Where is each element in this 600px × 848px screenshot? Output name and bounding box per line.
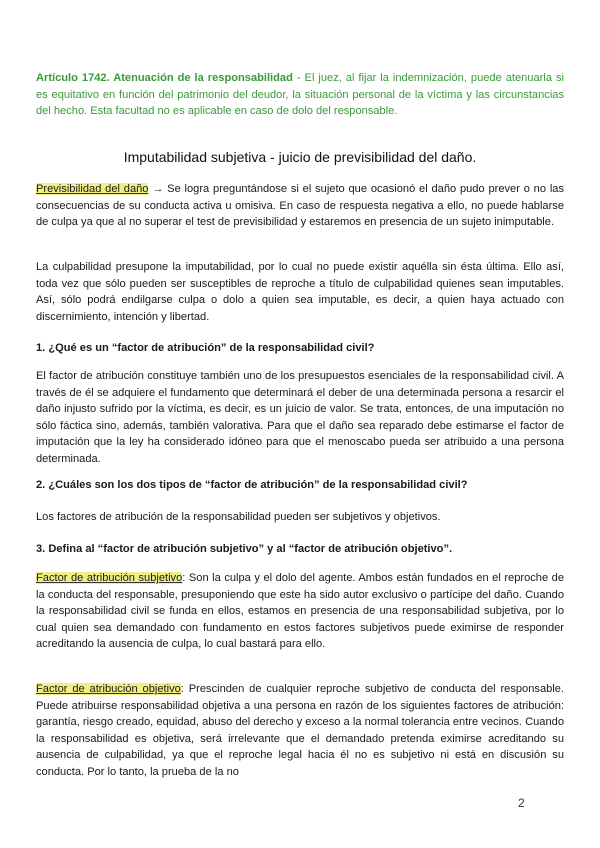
answer-1: El factor de atribución constituye también uno de los presupuestos esenciales de la responsabilidad civil. A través de él se adquiere el fundamento que determinará el deber de una determinada persona a resarcir el daño injusto sufrido por la víctima, es decir, es un juicio de valor. Se trata, entonces, de una imputación no sólo fáctica sino, además, también valorativa. Para que el daño sea reparado debe estimarse el factor de imputación que la ley ha considerado idóneo para que el menoscabo pueda ser atribuido a una persona determinada. bbox=[36, 370, 564, 465]
paragraph-factor-subjetivo bbox=[36, 570, 564, 653]
article-body: - El juez, al fijar la indemnización, puede atenuarla si es equitativo en función del patrimonio del deudor, la situación personal de la víctima y las circunstancias del hecho. Esta facultad no es aplicable en caso de dolo del responsable. bbox=[36, 72, 564, 118]
question-2: 2. ¿Cuáles son los dos tipos de “factor de atribución” de la responsabilidad civil? bbox=[36, 479, 468, 491]
paragraph-culpabilidad: La culpabilidad presupone la imputabilidad, por lo cual no puede existir aquélla sin ésta última. Ello así, toda vez que sólo pueden ser susceptibles de reproche a título de culpabilidad quienes sean imputables. Así, sólo podrá endilgarse culpa o dolo a quien sea imputable, es decir, a quien haya actuado con discernimiento, intención y libertad. bbox=[36, 261, 564, 323]
question-3: 3. Defina al “factor de atribución subjetivo” y al “factor de atribución objetivo”. bbox=[36, 543, 453, 555]
paragraph-text: : Son la culpa y el dolo del agente. Ambos están fundados en el reproche de la conducta del responsable, presuponiendo que este ha sido autor exclusivo o partícipe del daño. Cuando la responsabilidad civil se funda en ellos, estamos en presencia de una responsabilidad subjetiva, por lo cual quien sea demandado con fundamento en estos factores subjetivos puede eximirse de responder acreditando la ausencia de culpa, lo cual bastará para ello. bbox=[36, 572, 564, 651]
highlighted-term-previsibilidad: Previsibilidad del daño bbox=[36, 183, 149, 195]
section-title: Imputabilidad subjetiva - juicio de previsibilidad del daño. bbox=[123, 149, 477, 165]
paragraph-previsibilidad bbox=[36, 181, 564, 231]
paragraph-factor-objetivo bbox=[36, 681, 564, 781]
page-number: 2 bbox=[518, 796, 525, 810]
paragraph-text: : Prescinden de cualquier reproche subjetivo de conducta del responsable. Puede atribuirse responsabilidad objetiva a una persona en razón de los siguientes factores de atribución: garantía, riesgo creado, equidad, abuso del derecho y exceso a la normal tolerancia entre vecinos. Cuando la responsabilidad es objetiva, será irrelevante que el demandado pretenda eximirse acreditando su ausencia de culpabilidad, ya que el reproche legal hacia él no es subjetivo ni está en discusión su conducta. Por lo tanto, la prueba de la no bbox=[36, 683, 564, 778]
highlighted-term-objetivo: Factor de atribución objetivo bbox=[36, 683, 181, 695]
article-title: Artículo 1742. Atenuación de la responsabilidad bbox=[36, 72, 293, 84]
paragraph-text: → Se logra preguntándose si el sujeto que ocasionó el daño pudo prever o no las consecuencias de su conducta activa u omisiva. En caso de respuesta negativa a ello, no puede hablarse de culpa ya que al no superar el test de previsibilidad y estaremos en presencia de un sujeto inimputable. bbox=[36, 183, 565, 229]
question-1: 1. ¿Qué es un “factor de atribución” de la responsabilidad civil? bbox=[36, 342, 375, 354]
article-quote bbox=[36, 70, 564, 120]
answer-2: Los factores de atribución de la responsabilidad pueden ser subjetivos y objetivos. bbox=[36, 511, 441, 523]
highlighted-term-subjetivo: Factor de atribución subjetivo bbox=[36, 572, 183, 584]
